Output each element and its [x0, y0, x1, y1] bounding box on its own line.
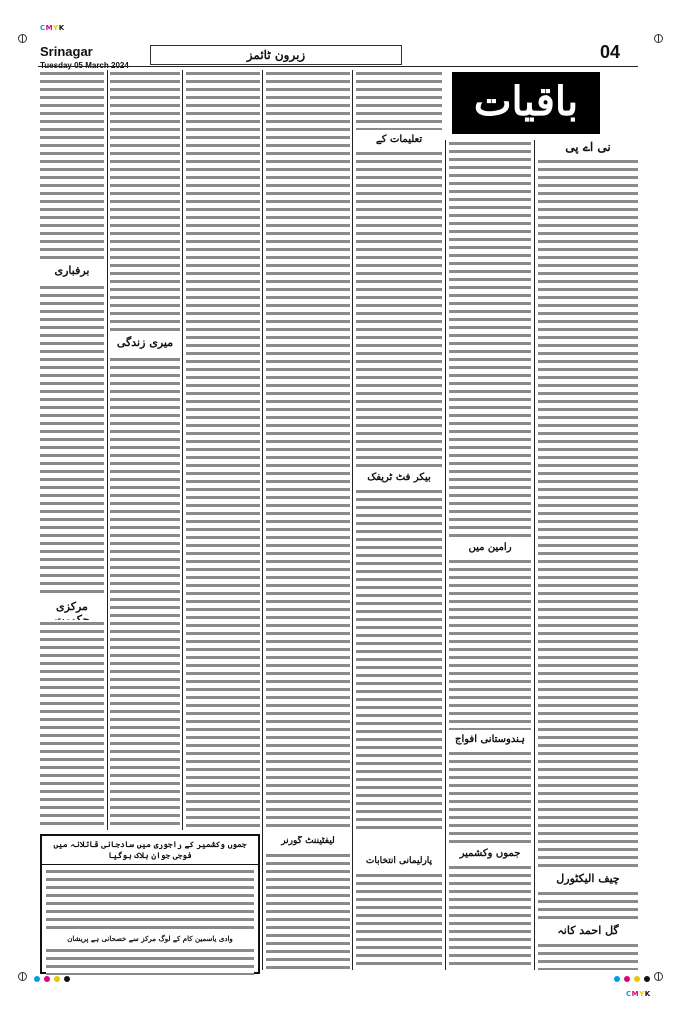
article-text-column	[186, 70, 260, 828]
column-divider	[262, 70, 263, 970]
article-text-column	[40, 620, 104, 828]
headline-parliamentary-elections: پارلیمانی انتخابات	[365, 856, 433, 866]
headline-bekar-traffic: بیکر فٹ ٹریفک	[367, 472, 431, 483]
headline-chief-electoral: چیف الیکٹورل	[556, 872, 620, 885]
article-text-column	[356, 70, 442, 130]
color-bar-bottom-right	[614, 976, 650, 982]
registration-mark-top-left	[18, 34, 27, 43]
article-text-column	[356, 488, 442, 830]
headline-ni-ae-pi: نی اے پی	[565, 140, 611, 154]
registration-mark-top-right	[654, 34, 663, 43]
headline-taleemat: تعلیمات کے	[375, 134, 423, 145]
article-text-column	[40, 70, 104, 260]
article-text-column	[449, 558, 531, 730]
cmyk-mark-bottom-right: CMYK	[626, 990, 651, 998]
registration-mark-bottom-left	[18, 972, 27, 981]
boxed-story	[40, 834, 260, 974]
boxed-story-headline: جموں وکشمیر کے راجوری میں سادجانی قاتلانہ میں فوجی جوان ہلاک ہوگیا	[42, 836, 258, 865]
article-text-column	[110, 356, 180, 828]
column-divider	[534, 140, 535, 970]
article-text-column	[266, 852, 350, 970]
color-bar-bottom-left	[34, 976, 70, 982]
boxed-story-subhead: وادی یاسمین کام کے لوگ مرکز سے خصحانی ہے پریشان	[67, 934, 233, 943]
article-text-column	[110, 70, 180, 332]
section-banner: باقیات	[452, 72, 600, 134]
headline-meri-zindagi: میری زندگی	[116, 336, 174, 349]
column-divider	[445, 140, 446, 970]
article-text-column	[46, 868, 254, 930]
article-text-column	[356, 872, 442, 970]
newspaper-logo: زبرون ٹائمز	[150, 45, 402, 65]
column-divider	[182, 70, 183, 830]
headline-barfbari: برفباری	[54, 264, 90, 277]
page-number: 04	[600, 42, 621, 62]
article-text-column	[538, 158, 638, 868]
cmyk-mark-top-left: CMYK	[40, 24, 65, 32]
headline-gul-ahmad: گل احمد کانہ	[557, 924, 619, 937]
article-text-column	[356, 150, 442, 468]
article-text-column	[46, 947, 254, 975]
article-text-column	[449, 864, 531, 970]
headline-hindustani-afwaj: ہندوستانی افواج	[455, 734, 525, 745]
column-divider	[352, 70, 353, 970]
article-text-column	[449, 140, 531, 538]
article-text-column	[538, 942, 638, 970]
headline-raman-mein: رامین میں	[468, 542, 512, 553]
article-text-column	[40, 284, 104, 596]
city-name: Srinagar	[40, 44, 93, 59]
article-text-column	[266, 70, 350, 830]
column-divider	[107, 70, 108, 830]
article-text-column	[449, 750, 531, 844]
headline-markazi-hukumat: مرکزی	[56, 600, 88, 613]
registration-mark-bottom-right	[654, 972, 663, 981]
masthead-rule	[38, 66, 638, 67]
headline-lieutenant-governor: لیفٹیننٹ گورنر	[281, 836, 335, 846]
article-text-column	[538, 890, 638, 920]
headline-jammu-kashmir: جموں وکشمیر	[459, 848, 521, 859]
